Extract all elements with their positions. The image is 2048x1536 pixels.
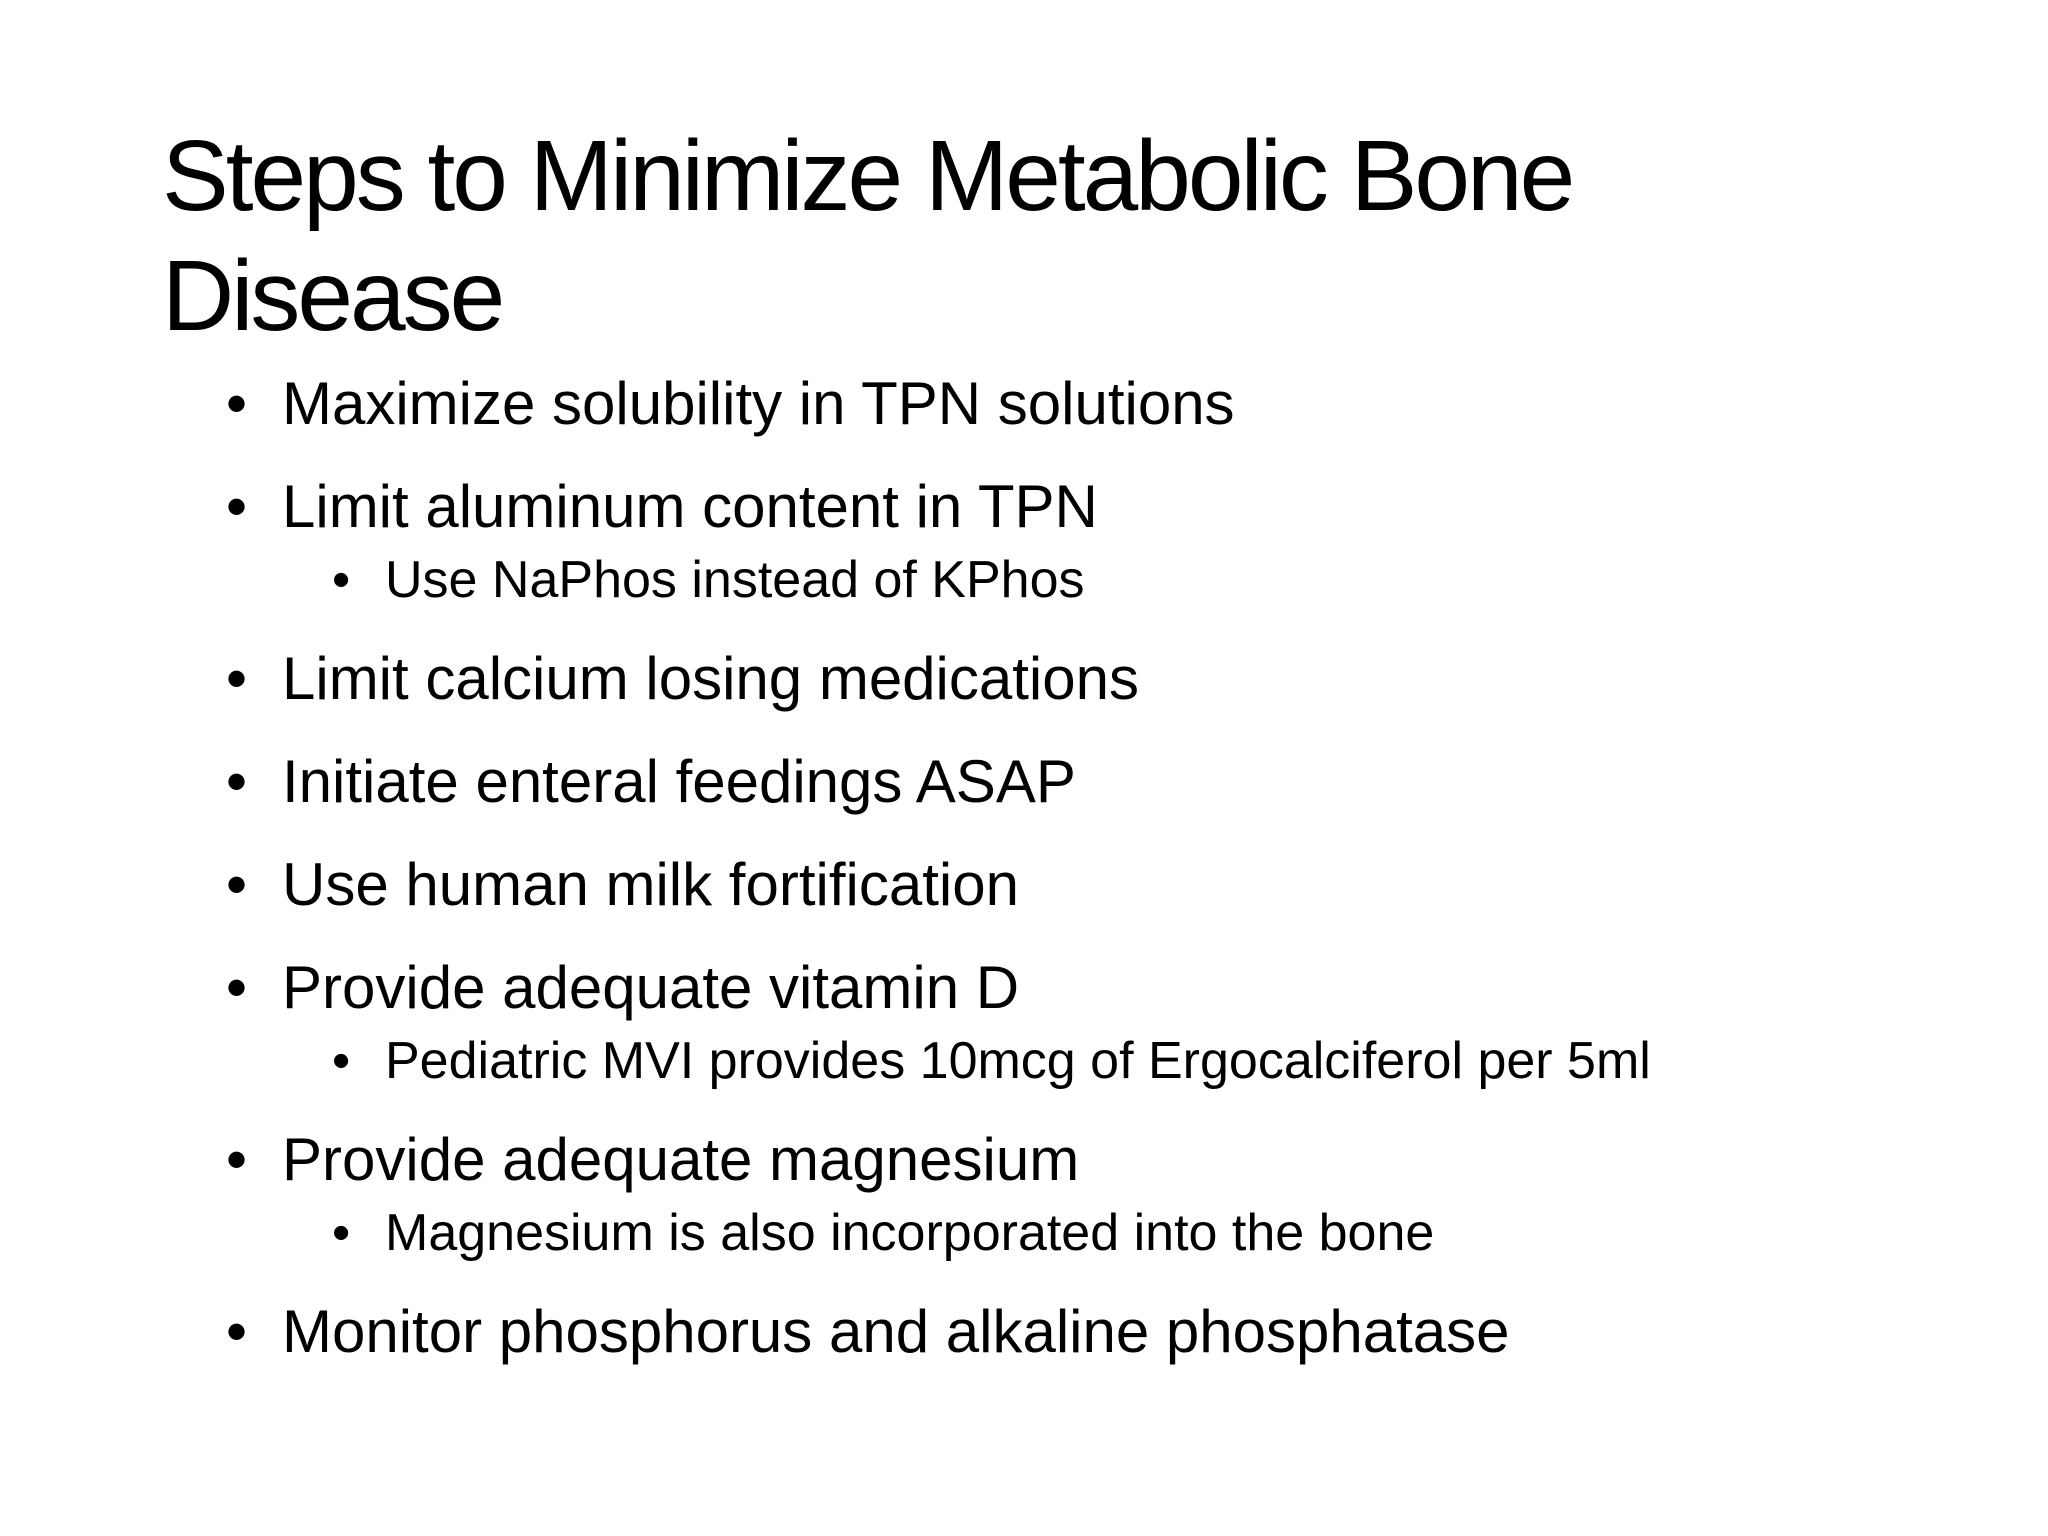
bullet-item-monitor-phosphorus bbox=[0, 1296, 2048, 1368]
bullet-dot: • bbox=[226, 473, 248, 540]
bullet-item-limit-calcium bbox=[0, 643, 2048, 715]
bullet-item-magnesium bbox=[0, 1124, 2048, 1196]
sub-bullet-naphos bbox=[0, 548, 2048, 612]
slide-title: Steps to Minimize Metabolic Bone Disease bbox=[162, 120, 1573, 352]
bullet-item-limit-aluminum bbox=[0, 471, 2048, 543]
sub-bullet-pediatric-mvi bbox=[0, 1029, 2048, 1093]
bullet-dot: • bbox=[226, 1298, 248, 1365]
sub-bullet-dot: • bbox=[332, 1204, 351, 1262]
bullet-text: Use human milk fortification bbox=[282, 851, 1019, 918]
bullet-dot: • bbox=[226, 748, 248, 815]
bullet-text: Monitor phosphorus and alkaline phosphatase bbox=[282, 1298, 1510, 1365]
bullet-text: Limit aluminum content in TPN bbox=[282, 473, 1098, 540]
bullet-item-human-milk bbox=[0, 849, 2048, 921]
sub-bullet-dot: • bbox=[332, 551, 351, 609]
bullet-text: Maximize solubility in TPN solutions bbox=[282, 370, 1235, 437]
bullet-dot: • bbox=[226, 370, 248, 437]
bullet-item-vitamin-d bbox=[0, 952, 2048, 1024]
sub-bullet-magnesium-bone bbox=[0, 1201, 2048, 1265]
bullet-dot: • bbox=[226, 1126, 248, 1193]
bullet-dot: • bbox=[226, 851, 248, 918]
bullet-text: Provide adequate magnesium bbox=[282, 1126, 1080, 1193]
bullet-item-maximize-solubility bbox=[0, 368, 2048, 440]
sub-bullet-text: Pediatric MVI provides 10mcg of Ergocalciferol per 5ml bbox=[385, 1032, 1651, 1090]
sub-bullet-dot: • bbox=[332, 1032, 351, 1090]
sub-bullet-text: Magnesium is also incorporated into the bone bbox=[385, 1204, 1435, 1262]
bullet-dot: • bbox=[226, 954, 248, 1021]
bullet-text: Limit calcium losing medications bbox=[282, 645, 1139, 712]
bullet-list bbox=[0, 368, 2048, 1368]
bullet-item-enteral-feedings bbox=[0, 746, 2048, 818]
sub-bullet-text: Use NaPhos instead of KPhos bbox=[385, 551, 1085, 609]
bullet-dot: • bbox=[226, 645, 248, 712]
bullet-text: Provide adequate vitamin D bbox=[282, 954, 1020, 1021]
bullet-text: Initiate enteral feedings ASAP bbox=[282, 748, 1076, 815]
